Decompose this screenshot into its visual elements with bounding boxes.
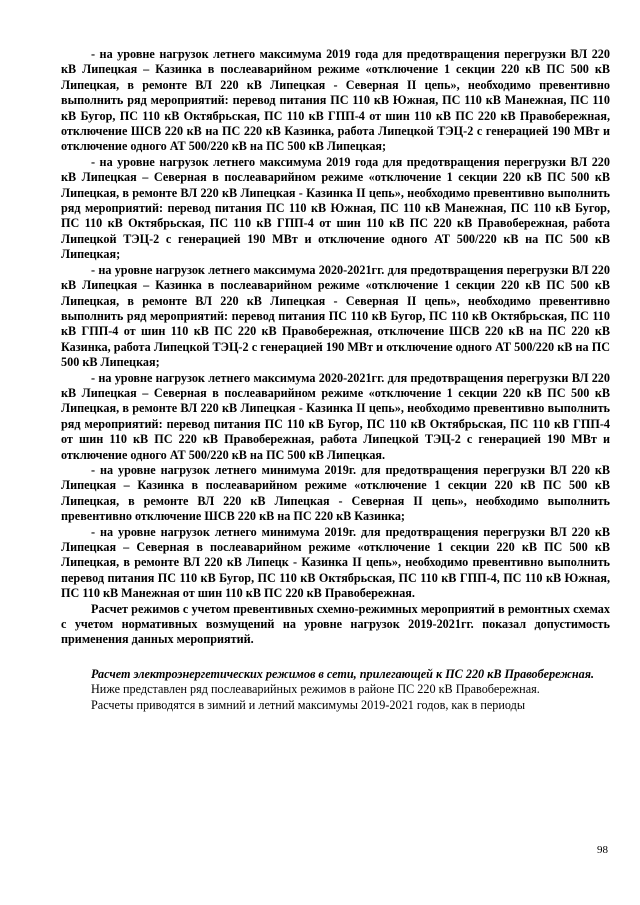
paragraph-summer-max-2020-2021-severnaya: - на уровне нагрузок летнего максимума 2020-2021гг. для предотвращения перегрузки ВЛ 220 кВ Липецкая – Северная в послеаварийном режиме «отключение 1 секции 220 кВ ПС 500 кВ Липецкая, в ремонте ВЛ 220 кВ Липецкая - Казинка II цепь», необходимо превентивно выполнить ряд мероприятий: перевод питания ПС 110 кВ Бугор, ПС 110 кВ Октябрьская, ПС 110 кВ ГПП-4 от шин 110 кВ ПС 220 кВ Правобережная, работа Липецкой ТЭЦ-2 с генерацией 190 МВт и отключение одного АТ 500/220 кВ на ПС 500 кВ Липецкая.	[61, 370, 610, 462]
paragraph-summer-min-2019-kazinka: - на уровне нагрузок летнего минимума 2019г. для предотвращения перегрузки ВЛ 220 кВ Липецкая – Казинка в послеаварийном режиме «отключение 1 секции 220 кВ ПС 500 кВ Липецкая, в ремонте ВЛ 220 кВ Липецкая - Северная II цепь», необходимо выполнить превентивно отключение ШСВ 220 кВ на ПС 220 кВ Казинка;	[61, 462, 610, 524]
page-number: 98	[597, 844, 608, 856]
body-paragraph: Ниже представлен ряд послеаварийных режимов в районе ПС 220 кВ Правобережная.	[91, 682, 540, 697]
section-spacer	[61, 648, 610, 667]
paragraph-calculation-conclusion: Расчет режимов с учетом превентивных схемно-режимных мероприятий в ремонтных схемах с учетом нормативных возмущений на уровне нагрузок 2019-2021гг. показал допустимость применения данных мероприятий.	[61, 601, 610, 647]
section-heading: Расчет электроэнергетических режимов в сети, прилегающей к ПС 220 кВ Правобережная.	[91, 666, 595, 681]
paragraph-summer-min-2019-severnaya: - на уровне нагрузок летнего минимума 2019г. для предотвращения перегрузки ВЛ 220 кВ Липецкая – Северная в послеаварийном режиме «отключение 1 секции 220 кВ ПС 500 кВ Липецкая, в ремонте ВЛ 220 кВ Липецк - Казинка II цепь», необходимо превентивно выполнить перевод питания ПС 110 кВ Бугор, ПС 110 кВ Октябрьская, ПС 110 кВ ГПП-4, ПС 110 кВ Южная, ПС 110 кВ Манежная от шин 110 кВ ПС 220 кВ Правобережная.	[61, 524, 610, 601]
paragraph-summer-max-2019-severnaya: - на уровне нагрузок летнего максимума 2019 года для предотвращения перегрузки ВЛ 220 кВ Липецкая – Северная в послеаварийном режиме «отключение 1 секции 220 кВ ПС 500 кВ Липецкая, в ремонте ВЛ 220 кВ Липецкая - Казинка II цепь», необходимо превентивно выполнить ряд мероприятий: перевод питания ПС 110 кВ Южная, ПС 110 кВ Манежная, ПС 110 кВ Бугор, ПС 110 кВ Октябрьская, ПС 110 кВ ГПП-4 от шин 110 кВ ПС 220 кВ Правобережная, работа Липецкой ТЭЦ-2 с генерацией 190 МВт и отключение одного АТ 500/220 кВ на ПС 500 кВ Липецкая;	[61, 154, 610, 262]
body-paragraph: Расчеты приводятся в зимний и летний максимумы 2019-2021 годов, как в периоды	[91, 697, 526, 712]
paragraph-summer-max-2020-2021-kazinka: - на уровне нагрузок летнего максимума 2020-2021гг. для предотвращения перегрузки ВЛ 220 кВ Липецкая – Казинка в послеаварийном режиме «отключение 1 секции 220 кВ ПС 500 кВ Липецкая, в ремонте ВЛ 220 кВ Липецкая - Северная II цепь», необходимо превентивно выполнить ряд мероприятий: перевод питания ПС 110 кВ Бугор, ПС 110 кВ Октябрьская, ПС 110 кВ ГПП-4 от шин 110 кВ ПС 220 кВ Правобережная, отключение ШСВ 220 кВ на ПС 220 кВ Казинка, работа Липецкой ТЭЦ-2 с генерацией 190 МВт и отключение одного АТ 500/220 кВ на ПС 500 кВ Липецкая;	[61, 262, 610, 370]
paragraph-summer-max-2019-kazinka: - на уровне нагрузок летнего максимума 2019 года для предотвращения перегрузки ВЛ 220 кВ Липецкая – Казинка в послеаварийном режиме «отключение 1 секции 220 кВ ПС 500 кВ Липецкая, в ремонте ВЛ 220 кВ Липецкая - Северная II цепь», необходимо превентивно выполнить ряд мероприятий: перевод питания ПС 110 кВ Южная, ПС 110 кВ Манежная, ПС 110 кВ Бугор, ПС 110 кВ Октябрьская, ПС 110 кВ ГПП-4 от шин 110 кВ ПС 220 кВ Правобережная, отключение ШСВ 220 кВ на ПС 220 кВ Казинка, работа Липецкой ТЭЦ-2 с генерацией 190 МВт и отключение одного АТ 500/220 кВ на ПС 500 кВ Липецкая;	[61, 47, 610, 154]
